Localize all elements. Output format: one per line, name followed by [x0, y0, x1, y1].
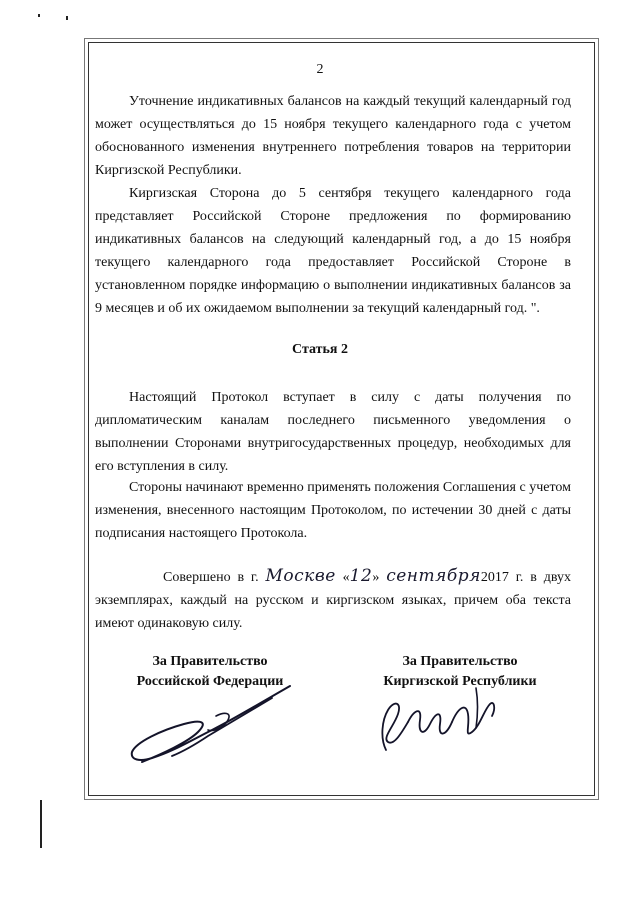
binding-line — [40, 800, 42, 848]
signatory-line-2: Российской Федерации — [136, 674, 284, 689]
article-heading: Статья 2 — [292, 342, 348, 357]
done-suffix: г. в двух экземплярах, каждый на русском и киргизском языках, причем оба текста имеют одинаковую силу. — [95, 570, 572, 631]
scan-speck — [66, 16, 68, 20]
paragraph-text: Настоящий Протокол вступает в силу с даты получения по дипломатическим каналам последнего письменного уведомления о выполнении Сторонами внутригосударственных процедур, необходимых для его вступления в силу. — [95, 390, 571, 474]
signatory-line-2: Киргизской Республики — [383, 674, 537, 689]
handwritten-day: 12 — [349, 566, 373, 586]
done-prefix: Совершено в г. — [163, 570, 259, 585]
paragraph-balance-clarification — [95, 90, 571, 182]
paragraph-text: Стороны начинают временно применять положения Соглашения с учетом изменения, внесенного настоящим Протоколом, по истечении 30 дней с даты подписания настоящего Протокола. — [95, 480, 571, 541]
signature-russia — [112, 672, 312, 772]
paragraph-kyrgyz-proposals — [95, 182, 571, 320]
year: 2017 — [480, 570, 509, 585]
paragraph-text: Уточнение индикативных балансов на каждый текущий календарный год может осуществляться до 15 ноября текущего календарного года с учетом обоснованного изменения внутреннего потребления товаров на территории Киргизской Республики. — [95, 94, 571, 178]
scan-speck — [38, 14, 40, 17]
paragraph-provisional-application — [95, 476, 571, 545]
quote-open: « — [342, 570, 350, 585]
signature-kyrgyzstan — [372, 680, 512, 760]
paragraph-done-at — [95, 565, 571, 635]
paragraph-entry-into-force — [95, 386, 571, 478]
page-number: 2 — [316, 62, 324, 77]
handwritten-month: сентября — [386, 566, 481, 586]
signatory-line-1: За Правительство — [402, 654, 518, 669]
handwritten-city: Москве — [265, 566, 336, 586]
paragraph-text: Киргизская Сторона до 5 сентября текущего календарного года представляет Российской Стороне предложения по формированию индикативных балансов на следующий календарный год, а до 15 ноября текущего календарного года предоставляет Российской Стороне в установленном порядке информацию о выполнении индикативных балансов за 9 месяцев и об их ожидаемом выполнении за текущий календарный год. ". — [95, 186, 571, 316]
signatory-line-1: За Правительство — [152, 654, 268, 669]
quote-close: » — [372, 570, 380, 585]
